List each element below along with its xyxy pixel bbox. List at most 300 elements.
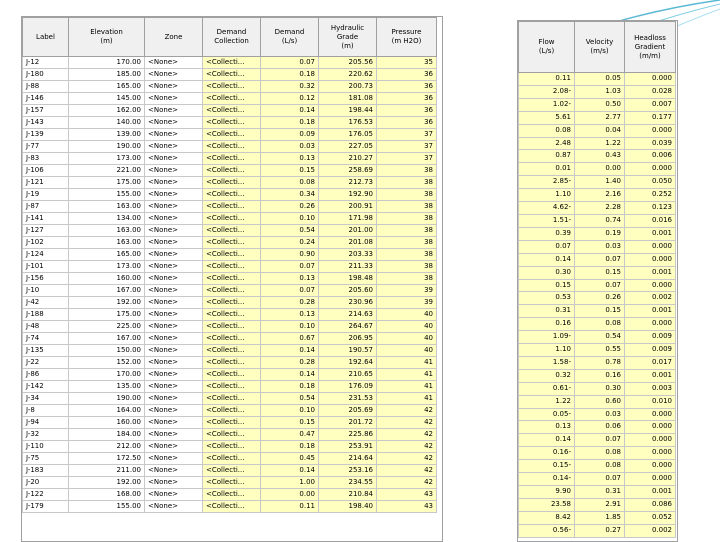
- table-row[interactable]: [519, 498, 676, 511]
- velocity-cell[interactable]: 0.03: [575, 408, 625, 421]
- zone-cell[interactable]: <None>: [145, 177, 203, 189]
- table-row[interactable]: [519, 253, 676, 266]
- hydraulic-grade-cell[interactable]: 225.86: [319, 429, 377, 441]
- demand-collection-cell[interactable]: <Collecti...: [203, 285, 261, 297]
- elevation-cell[interactable]: 173.00: [69, 261, 145, 273]
- hydraulic-grade-cell[interactable]: 201.72: [319, 417, 377, 429]
- pressure-cell[interactable]: 43: [377, 501, 437, 513]
- demand-collection-cell[interactable]: <Collecti...: [203, 213, 261, 225]
- table-row[interactable]: [519, 202, 676, 215]
- table-row[interactable]: [519, 434, 676, 447]
- headloss-gradient-cell[interactable]: 0.001: [625, 266, 676, 279]
- velocity-cell[interactable]: 0.15: [575, 266, 625, 279]
- label-cell[interactable]: J-110: [23, 441, 69, 453]
- label-cell[interactable]: J-87: [23, 201, 69, 213]
- table-row[interactable]: [23, 369, 437, 381]
- velocity-cell[interactable]: 0.06: [575, 421, 625, 434]
- zone-cell[interactable]: <None>: [145, 213, 203, 225]
- velocity-cell[interactable]: 0.07: [575, 434, 625, 447]
- pressure-cell[interactable]: 42: [377, 477, 437, 489]
- demand-cell[interactable]: 0.54: [261, 225, 319, 237]
- table-row[interactable]: [519, 214, 676, 227]
- zone-cell[interactable]: <None>: [145, 309, 203, 321]
- velocity-cell[interactable]: 0.07: [575, 473, 625, 486]
- table-row[interactable]: [23, 501, 437, 513]
- flow-cell[interactable]: 1.10: [519, 189, 575, 202]
- elevation-cell[interactable]: 145.00: [69, 93, 145, 105]
- headloss-gradient-cell[interactable]: 0.000: [625, 124, 676, 137]
- flow-cell[interactable]: 0.11: [519, 73, 575, 86]
- zone-cell[interactable]: <None>: [145, 105, 203, 117]
- hydraulic-grade-cell[interactable]: 201.00: [319, 225, 377, 237]
- hydraulic-grade-cell[interactable]: 206.95: [319, 333, 377, 345]
- pressure-cell[interactable]: 37: [377, 141, 437, 153]
- table-row[interactable]: [519, 176, 676, 189]
- elevation-cell[interactable]: 221.00: [69, 165, 145, 177]
- column-header-demand[interactable]: Demand (L/s): [261, 18, 319, 57]
- demand-cell[interactable]: 0.00: [261, 489, 319, 501]
- flow-cell[interactable]: 9.90: [519, 486, 575, 499]
- flow-cell[interactable]: 1.22: [519, 395, 575, 408]
- table-row[interactable]: [519, 318, 676, 331]
- pressure-cell[interactable]: 39: [377, 285, 437, 297]
- flow-cell[interactable]: 2.08-: [519, 85, 575, 98]
- pressure-cell[interactable]: 38: [377, 225, 437, 237]
- demand-collection-cell[interactable]: <Collecti...: [203, 69, 261, 81]
- velocity-cell[interactable]: 0.26: [575, 292, 625, 305]
- demand-cell[interactable]: 0.18: [261, 117, 319, 129]
- table-row[interactable]: [23, 117, 437, 129]
- zone-cell[interactable]: <None>: [145, 285, 203, 297]
- elevation-cell[interactable]: 155.00: [69, 189, 145, 201]
- pressure-cell[interactable]: 42: [377, 429, 437, 441]
- flow-cell[interactable]: 0.61-: [519, 382, 575, 395]
- demand-cell[interactable]: 0.28: [261, 297, 319, 309]
- demand-cell[interactable]: 0.15: [261, 417, 319, 429]
- headloss-gradient-cell[interactable]: 0.086: [625, 498, 676, 511]
- pressure-cell[interactable]: 36: [377, 69, 437, 81]
- velocity-cell[interactable]: 0.07: [575, 279, 625, 292]
- table-row[interactable]: [519, 124, 676, 137]
- flow-cell[interactable]: 0.16: [519, 318, 575, 331]
- demand-cell[interactable]: 0.34: [261, 189, 319, 201]
- table-row[interactable]: [519, 460, 676, 473]
- label-cell[interactable]: J-156: [23, 273, 69, 285]
- label-cell[interactable]: J-12: [23, 57, 69, 69]
- flow-cell[interactable]: 0.14-: [519, 473, 575, 486]
- demand-cell[interactable]: 0.18: [261, 441, 319, 453]
- demand-cell[interactable]: 0.26: [261, 201, 319, 213]
- pressure-cell[interactable]: 36: [377, 105, 437, 117]
- column-header-zone[interactable]: Zone: [145, 18, 203, 57]
- headloss-gradient-cell[interactable]: 0.000: [625, 421, 676, 434]
- hydraulic-grade-cell[interactable]: 253.16: [319, 465, 377, 477]
- table-row[interactable]: [23, 189, 437, 201]
- velocity-cell[interactable]: 1.22: [575, 137, 625, 150]
- headloss-gradient-cell[interactable]: 0.000: [625, 163, 676, 176]
- table-row[interactable]: [519, 473, 676, 486]
- label-cell[interactable]: J-121: [23, 177, 69, 189]
- label-cell[interactable]: J-20: [23, 477, 69, 489]
- headloss-gradient-cell[interactable]: 0.003: [625, 382, 676, 395]
- table-row[interactable]: [23, 225, 437, 237]
- zone-cell[interactable]: <None>: [145, 189, 203, 201]
- elevation-cell[interactable]: 134.00: [69, 213, 145, 225]
- table-row[interactable]: [23, 249, 437, 261]
- label-cell[interactable]: J-106: [23, 165, 69, 177]
- zone-cell[interactable]: <None>: [145, 453, 203, 465]
- demand-collection-cell[interactable]: <Collecti...: [203, 333, 261, 345]
- hydraulic-grade-cell[interactable]: 253.91: [319, 441, 377, 453]
- zone-cell[interactable]: <None>: [145, 501, 203, 513]
- label-cell[interactable]: J-188: [23, 309, 69, 321]
- headloss-gradient-cell[interactable]: 0.010: [625, 395, 676, 408]
- demand-cell[interactable]: 0.47: [261, 429, 319, 441]
- velocity-cell[interactable]: 0.04: [575, 124, 625, 137]
- zone-cell[interactable]: <None>: [145, 465, 203, 477]
- hydraulic-grade-cell[interactable]: 220.62: [319, 69, 377, 81]
- pressure-cell[interactable]: 35: [377, 57, 437, 69]
- hydraulic-grade-cell[interactable]: 201.08: [319, 237, 377, 249]
- demand-cell[interactable]: 0.11: [261, 501, 319, 513]
- zone-cell[interactable]: <None>: [145, 165, 203, 177]
- flow-cell[interactable]: 1.58-: [519, 356, 575, 369]
- demand-collection-cell[interactable]: <Collecti...: [203, 261, 261, 273]
- velocity-cell[interactable]: 0.08: [575, 447, 625, 460]
- demand-collection-cell[interactable]: <Collecti...: [203, 345, 261, 357]
- hydraulic-grade-cell[interactable]: 192.90: [319, 189, 377, 201]
- pressure-cell[interactable]: 38: [377, 165, 437, 177]
- column-header-velocity[interactable]: Velocity (m/s): [575, 22, 625, 73]
- demand-collection-cell[interactable]: <Collecti...: [203, 393, 261, 405]
- flow-cell[interactable]: 1.51-: [519, 214, 575, 227]
- demand-cell[interactable]: 0.28: [261, 357, 319, 369]
- hydraulic-grade-cell[interactable]: 210.27: [319, 153, 377, 165]
- table-row[interactable]: [23, 429, 437, 441]
- zone-cell[interactable]: <None>: [145, 321, 203, 333]
- headloss-gradient-cell[interactable]: 0.252: [625, 189, 676, 202]
- table-row[interactable]: [519, 421, 676, 434]
- pressure-cell[interactable]: 37: [377, 129, 437, 141]
- pressure-cell[interactable]: 36: [377, 93, 437, 105]
- demand-collection-cell[interactable]: <Collecti...: [203, 57, 261, 69]
- column-header-hydraulic-grade[interactable]: Hydraulic Grade (m): [319, 18, 377, 57]
- zone-cell[interactable]: <None>: [145, 273, 203, 285]
- demand-cell[interactable]: 0.18: [261, 381, 319, 393]
- velocity-cell[interactable]: 0.03: [575, 240, 625, 253]
- flow-cell[interactable]: 0.13: [519, 421, 575, 434]
- zone-cell[interactable]: <None>: [145, 393, 203, 405]
- demand-cell[interactable]: 1.00: [261, 477, 319, 489]
- pressure-cell[interactable]: 36: [377, 81, 437, 93]
- elevation-cell[interactable]: 173.00: [69, 153, 145, 165]
- headloss-gradient-cell[interactable]: 0.000: [625, 318, 676, 331]
- hydraulic-grade-cell[interactable]: 176.05: [319, 129, 377, 141]
- column-header-flow[interactable]: Flow (L/s): [519, 22, 575, 73]
- velocity-cell[interactable]: 0.16: [575, 369, 625, 382]
- flow-cell[interactable]: 2.48: [519, 137, 575, 150]
- demand-cell[interactable]: 0.14: [261, 345, 319, 357]
- table-row[interactable]: [23, 237, 437, 249]
- pressure-cell[interactable]: 38: [377, 273, 437, 285]
- label-cell[interactable]: J-34: [23, 393, 69, 405]
- flow-cell[interactable]: 0.16-: [519, 447, 575, 460]
- zone-cell[interactable]: <None>: [145, 357, 203, 369]
- velocity-cell[interactable]: 2.28: [575, 202, 625, 215]
- velocity-cell[interactable]: 0.05: [575, 73, 625, 86]
- headloss-gradient-cell[interactable]: 0.039: [625, 137, 676, 150]
- zone-cell[interactable]: <None>: [145, 489, 203, 501]
- demand-cell[interactable]: 0.08: [261, 177, 319, 189]
- demand-collection-cell[interactable]: <Collecti...: [203, 189, 261, 201]
- zone-cell[interactable]: <None>: [145, 57, 203, 69]
- headloss-gradient-cell[interactable]: 0.052: [625, 511, 676, 524]
- headloss-gradient-cell[interactable]: 0.001: [625, 227, 676, 240]
- hydraulic-grade-cell[interactable]: 212.73: [319, 177, 377, 189]
- label-cell[interactable]: J-157: [23, 105, 69, 117]
- label-cell[interactable]: J-122: [23, 489, 69, 501]
- hydraulic-grade-cell[interactable]: 230.96: [319, 297, 377, 309]
- velocity-cell[interactable]: 0.74: [575, 214, 625, 227]
- table-row[interactable]: [519, 240, 676, 253]
- flow-cell[interactable]: 4.62-: [519, 202, 575, 215]
- table-row[interactable]: [23, 93, 437, 105]
- demand-collection-cell[interactable]: <Collecti...: [203, 201, 261, 213]
- demand-collection-cell[interactable]: <Collecti...: [203, 357, 261, 369]
- pressure-cell[interactable]: 41: [377, 381, 437, 393]
- demand-cell[interactable]: 0.07: [261, 57, 319, 69]
- table-row[interactable]: [23, 153, 437, 165]
- table-row[interactable]: [23, 417, 437, 429]
- hydraulic-grade-cell[interactable]: 181.08: [319, 93, 377, 105]
- zone-cell[interactable]: <None>: [145, 237, 203, 249]
- column-header-headloss-gradient[interactable]: Headloss Gradient (m/m): [625, 22, 676, 73]
- pressure-cell[interactable]: 36: [377, 117, 437, 129]
- table-row[interactable]: [23, 333, 437, 345]
- flow-cell[interactable]: 0.01: [519, 163, 575, 176]
- flow-cell[interactable]: 0.05-: [519, 408, 575, 421]
- table-row[interactable]: [23, 477, 437, 489]
- headloss-gradient-cell[interactable]: 0.000: [625, 279, 676, 292]
- table-row[interactable]: [23, 453, 437, 465]
- pressure-cell[interactable]: 39: [377, 297, 437, 309]
- velocity-cell[interactable]: 0.19: [575, 227, 625, 240]
- label-cell[interactable]: J-77: [23, 141, 69, 153]
- hydraulic-grade-cell[interactable]: 176.09: [319, 381, 377, 393]
- demand-cell[interactable]: 0.54: [261, 393, 319, 405]
- velocity-cell[interactable]: 0.30: [575, 382, 625, 395]
- hydraulic-grade-cell[interactable]: 258.69: [319, 165, 377, 177]
- demand-collection-cell[interactable]: <Collecti...: [203, 237, 261, 249]
- flow-cell[interactable]: 5.61: [519, 111, 575, 124]
- table-row[interactable]: [23, 321, 437, 333]
- headloss-gradient-cell[interactable]: 0.009: [625, 331, 676, 344]
- elevation-cell[interactable]: 150.00: [69, 345, 145, 357]
- label-cell[interactable]: J-10: [23, 285, 69, 297]
- flow-cell[interactable]: 0.32: [519, 369, 575, 382]
- demand-cell[interactable]: 0.90: [261, 249, 319, 261]
- velocity-cell[interactable]: 0.78: [575, 356, 625, 369]
- velocity-cell[interactable]: 0.54: [575, 331, 625, 344]
- zone-cell[interactable]: <None>: [145, 333, 203, 345]
- demand-cell[interactable]: 0.67: [261, 333, 319, 345]
- zone-cell[interactable]: <None>: [145, 117, 203, 129]
- pressure-cell[interactable]: 37: [377, 153, 437, 165]
- zone-cell[interactable]: <None>: [145, 81, 203, 93]
- zone-cell[interactable]: <None>: [145, 369, 203, 381]
- velocity-cell[interactable]: 0.55: [575, 344, 625, 357]
- headloss-gradient-cell[interactable]: 0.001: [625, 486, 676, 499]
- table-row[interactable]: [519, 382, 676, 395]
- hydraulic-grade-cell[interactable]: 203.33: [319, 249, 377, 261]
- table-row[interactable]: [519, 486, 676, 499]
- hydraulic-grade-cell[interactable]: 214.64: [319, 453, 377, 465]
- elevation-cell[interactable]: 140.00: [69, 117, 145, 129]
- demand-cell[interactable]: 0.13: [261, 273, 319, 285]
- flow-cell[interactable]: 8.42: [519, 511, 575, 524]
- table-row[interactable]: [519, 408, 676, 421]
- headloss-gradient-cell[interactable]: 0.001: [625, 305, 676, 318]
- table-row[interactable]: [23, 357, 437, 369]
- demand-cell[interactable]: 0.45: [261, 453, 319, 465]
- zone-cell[interactable]: <None>: [145, 201, 203, 213]
- headloss-gradient-cell[interactable]: 0.123: [625, 202, 676, 215]
- table-row[interactable]: [519, 331, 676, 344]
- table-row[interactable]: [519, 163, 676, 176]
- pressure-cell[interactable]: 38: [377, 213, 437, 225]
- pressure-cell[interactable]: 42: [377, 441, 437, 453]
- flow-cell[interactable]: 0.14: [519, 434, 575, 447]
- headloss-gradient-cell[interactable]: 0.028: [625, 85, 676, 98]
- demand-collection-cell[interactable]: <Collecti...: [203, 153, 261, 165]
- table-row[interactable]: [519, 150, 676, 163]
- headloss-gradient-cell[interactable]: 0.002: [625, 292, 676, 305]
- label-cell[interactable]: J-179: [23, 501, 69, 513]
- demand-collection-cell[interactable]: <Collecti...: [203, 429, 261, 441]
- label-cell[interactable]: J-8: [23, 405, 69, 417]
- demand-cell[interactable]: 0.09: [261, 129, 319, 141]
- demand-collection-cell[interactable]: <Collecti...: [203, 405, 261, 417]
- demand-collection-cell[interactable]: <Collecti...: [203, 165, 261, 177]
- hydraulic-grade-cell[interactable]: 198.40: [319, 501, 377, 513]
- demand-cell[interactable]: 0.18: [261, 69, 319, 81]
- label-cell[interactable]: J-124: [23, 249, 69, 261]
- demand-collection-cell[interactable]: <Collecti...: [203, 93, 261, 105]
- headloss-gradient-cell[interactable]: 0.002: [625, 524, 676, 537]
- table-row[interactable]: [23, 393, 437, 405]
- table-row[interactable]: [519, 395, 676, 408]
- zone-cell[interactable]: <None>: [145, 93, 203, 105]
- label-cell[interactable]: J-139: [23, 129, 69, 141]
- hydraulic-grade-cell[interactable]: 176.53: [319, 117, 377, 129]
- headloss-gradient-cell[interactable]: 0.000: [625, 473, 676, 486]
- velocity-cell[interactable]: 1.40: [575, 176, 625, 189]
- table-row[interactable]: [23, 297, 437, 309]
- column-header-demand-collection[interactable]: Demand Collection: [203, 18, 261, 57]
- velocity-cell[interactable]: 0.15: [575, 305, 625, 318]
- velocity-cell[interactable]: 0.08: [575, 318, 625, 331]
- elevation-cell[interactable]: 167.00: [69, 285, 145, 297]
- zone-cell[interactable]: <None>: [145, 441, 203, 453]
- flow-cell[interactable]: 0.31: [519, 305, 575, 318]
- flow-cell[interactable]: 0.08: [519, 124, 575, 137]
- demand-cell[interactable]: 0.10: [261, 213, 319, 225]
- label-cell[interactable]: J-88: [23, 81, 69, 93]
- demand-cell[interactable]: 0.32: [261, 81, 319, 93]
- flow-cell[interactable]: 0.39: [519, 227, 575, 240]
- pressure-cell[interactable]: 40: [377, 345, 437, 357]
- demand-collection-cell[interactable]: <Collecti...: [203, 129, 261, 141]
- table-row[interactable]: [23, 285, 437, 297]
- table-row[interactable]: [519, 305, 676, 318]
- demand-cell[interactable]: 0.12: [261, 93, 319, 105]
- elevation-cell[interactable]: 170.00: [69, 57, 145, 69]
- table-row[interactable]: [23, 165, 437, 177]
- elevation-cell[interactable]: 185.00: [69, 69, 145, 81]
- table-row[interactable]: [23, 381, 437, 393]
- table-row[interactable]: [23, 201, 437, 213]
- elevation-cell[interactable]: 162.00: [69, 105, 145, 117]
- demand-collection-cell[interactable]: <Collecti...: [203, 249, 261, 261]
- flow-cell[interactable]: 0.15-: [519, 460, 575, 473]
- column-header-pressure[interactable]: Pressure (m H2O): [377, 18, 437, 57]
- table-row[interactable]: [23, 345, 437, 357]
- demand-cell[interactable]: 0.24: [261, 237, 319, 249]
- elevation-cell[interactable]: 190.00: [69, 141, 145, 153]
- demand-collection-cell[interactable]: <Collecti...: [203, 117, 261, 129]
- label-cell[interactable]: J-142: [23, 381, 69, 393]
- label-cell[interactable]: J-101: [23, 261, 69, 273]
- table-row[interactable]: [519, 292, 676, 305]
- table-row[interactable]: [23, 141, 437, 153]
- demand-cell[interactable]: 0.15: [261, 165, 319, 177]
- hydraulic-grade-cell[interactable]: 198.48: [319, 273, 377, 285]
- headloss-gradient-cell[interactable]: 0.000: [625, 240, 676, 253]
- demand-collection-cell[interactable]: <Collecti...: [203, 369, 261, 381]
- elevation-cell[interactable]: 155.00: [69, 501, 145, 513]
- hydraulic-grade-cell[interactable]: 190.57: [319, 345, 377, 357]
- label-cell[interactable]: J-102: [23, 237, 69, 249]
- demand-collection-cell[interactable]: <Collecti...: [203, 465, 261, 477]
- elevation-cell[interactable]: 175.00: [69, 309, 145, 321]
- zone-cell[interactable]: <None>: [145, 477, 203, 489]
- hydraulic-grade-cell[interactable]: 205.60: [319, 285, 377, 297]
- flow-cell[interactable]: 0.14: [519, 253, 575, 266]
- zone-cell[interactable]: <None>: [145, 297, 203, 309]
- headloss-gradient-cell[interactable]: 0.000: [625, 408, 676, 421]
- pressure-cell[interactable]: 40: [377, 321, 437, 333]
- demand-collection-cell[interactable]: <Collecti...: [203, 489, 261, 501]
- table-row[interactable]: [519, 524, 676, 537]
- flow-cell[interactable]: 1.10: [519, 344, 575, 357]
- demand-cell[interactable]: 0.07: [261, 285, 319, 297]
- headloss-gradient-cell[interactable]: 0.000: [625, 73, 676, 86]
- label-cell[interactable]: J-22: [23, 357, 69, 369]
- table-row[interactable]: [519, 266, 676, 279]
- elevation-cell[interactable]: 152.00: [69, 357, 145, 369]
- velocity-cell[interactable]: 2.16: [575, 189, 625, 202]
- table-row[interactable]: [519, 137, 676, 150]
- demand-collection-cell[interactable]: <Collecti...: [203, 141, 261, 153]
- hydraulic-grade-cell[interactable]: 227.05: [319, 141, 377, 153]
- zone-cell[interactable]: <None>: [145, 345, 203, 357]
- headloss-gradient-cell[interactable]: 0.050: [625, 176, 676, 189]
- elevation-cell[interactable]: 139.00: [69, 129, 145, 141]
- demand-collection-cell[interactable]: <Collecti...: [203, 381, 261, 393]
- velocity-cell[interactable]: 0.27: [575, 524, 625, 537]
- velocity-cell[interactable]: 0.31: [575, 486, 625, 499]
- label-cell[interactable]: J-141: [23, 213, 69, 225]
